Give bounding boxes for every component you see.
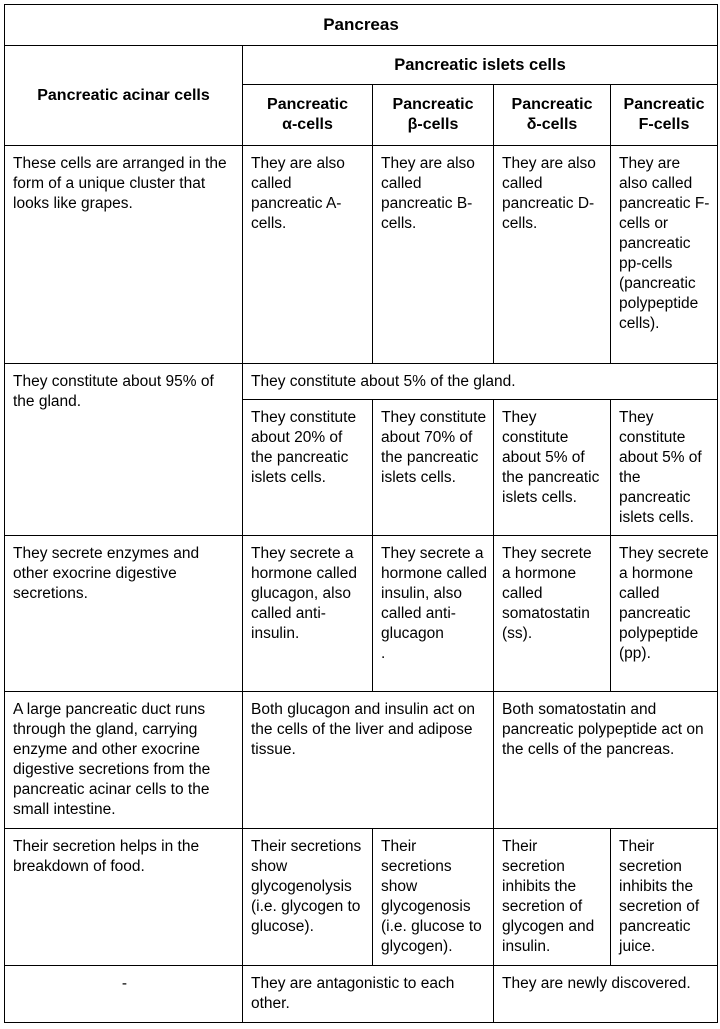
cell-constitution-delta: They constitute about 5% of the pancreatic islets cells. — [494, 400, 611, 536]
cell-relation-alpha-beta: They are antagonistic to each other. — [243, 966, 494, 1023]
cell-function-delta: Their secretion inhibits the secretion of glycogen and insulin. — [494, 829, 611, 966]
pancreas-table — [4, 4, 718, 1023]
title-row — [5, 5, 718, 46]
row-constitution-a — [5, 364, 718, 400]
row-arrangement — [5, 146, 718, 364]
header-islets: Pancreatic islets cells — [243, 46, 718, 85]
cell-arrangement-alpha: They are also called pancreatic A-cells. — [243, 146, 373, 364]
row-function — [5, 829, 718, 966]
header-alpha: Pancreatic α-cells — [243, 85, 373, 146]
table-title: Pancreas — [5, 5, 718, 46]
cell-arrangement-beta: They are also called pancreatic B-cells. — [373, 146, 494, 364]
header-delta: Pancreatic δ-cells — [494, 85, 611, 146]
cell-arrangement-delta: They are also called pancreatic D-cells. — [494, 146, 611, 364]
cell-function-acinar: Their secretion helps in the breakdown of food. — [5, 829, 243, 966]
header-f: Pancreatic F-cells — [611, 85, 718, 146]
cell-constitution-acinar: They constitute about 95% of the gland. — [5, 364, 243, 536]
cell-action-alpha-beta: Both glucagon and insulin act on the cells of the liver and adipose tissue. — [243, 692, 494, 829]
pancreas-table-container — [4, 4, 718, 1023]
cell-arrangement-acinar: These cells are arranged in the form of a unique cluster that looks like grapes. — [5, 146, 243, 364]
cell-secretion-acinar: They secrete enzymes and other exocrine digestive secretions. — [5, 536, 243, 692]
header-beta: Pancreatic β-cells — [373, 85, 494, 146]
row-action — [5, 692, 718, 829]
cell-relation-acinar: - — [5, 966, 243, 1023]
cell-function-beta: Their secretions show glycogenosis (i.e. glucose to glycogen). — [373, 829, 494, 966]
cell-secretion-f: They secrete a hormone called pancreatic polypeptide (pp). — [611, 536, 718, 692]
cell-constitution-islets: They constitute about 5% of the gland. — [243, 364, 718, 400]
cell-function-alpha: Their secretions show glycogenolysis (i.e. glycogen to glucose). — [243, 829, 373, 966]
cell-constitution-alpha: They constitute about 20% of the pancreatic islets cells. — [243, 400, 373, 536]
cell-secretion-delta: They secrete a hormone called somatostatin (ss). — [494, 536, 611, 692]
cell-action-delta-f: Both somatostatin and pancreatic polypeptide act on the cells of the pancreas. — [494, 692, 718, 829]
cell-action-acinar: A large pancreatic duct runs through the gland, carrying enzyme and other exocrine digestive secretions from the pancreatic acinar cells to the small intestine. — [5, 692, 243, 829]
cell-secretion-alpha: They secrete a hormone called glucagon, also called anti-insulin. — [243, 536, 373, 692]
cell-function-f: Their secretion inhibits the secretion of pancreatic juice. — [611, 829, 718, 966]
header-acinar: Pancreatic acinar cells — [5, 46, 243, 146]
cell-secretion-beta: They secrete a hormone called insulin, also called anti-glucagon . — [373, 536, 494, 692]
row-secretion — [5, 536, 718, 692]
header-row-1 — [5, 46, 718, 85]
cell-arrangement-f: They are also called pancreatic F-cells or pancreatic pp-cells (pancreatic polypeptide cells). — [611, 146, 718, 364]
row-relation — [5, 966, 718, 1023]
cell-constitution-beta: They constitute about 70% of the pancreatic islets cells. — [373, 400, 494, 536]
cell-constitution-f: They constitute about 5% of the pancreatic islets cells. — [611, 400, 718, 536]
cell-relation-delta-f: They are newly discovered. — [494, 966, 718, 1023]
